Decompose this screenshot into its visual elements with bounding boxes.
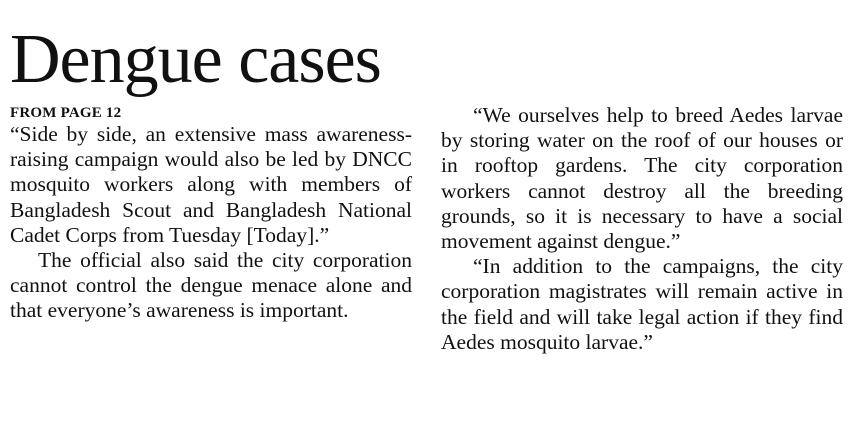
article-column-right xyxy=(441,103,843,355)
article-paragraph: “In addition to the campaigns, the city corporation magistrates will remain active in the field and will take legal action if they find Aedes mosquito larvae.” xyxy=(441,254,843,354)
headline: Dengue cases xyxy=(10,21,381,98)
article-paragraph: “Side by side, an extensive mass awareness-raising campaign would also be led by DNCC mosquito workers along with members of Bangladesh Scout and Bangladesh National Cadet Corps from Tuesday [Today].” xyxy=(10,122,412,247)
article-column-left xyxy=(10,104,412,324)
article-paragraph: The official also said the city corporation cannot control the dengue menace alone and that everyone’s awareness is important. xyxy=(10,248,412,323)
article-paragraph: “We ourselves help to breed Aedes larvae by storing water on the roof of our houses or in rooftop gardens. The city corporation workers cannot destroy all the breeding grounds, so it is necessary to have a social movement against dengue.” xyxy=(441,103,843,254)
continued-from-kicker: FROM PAGE 12 xyxy=(10,105,122,121)
